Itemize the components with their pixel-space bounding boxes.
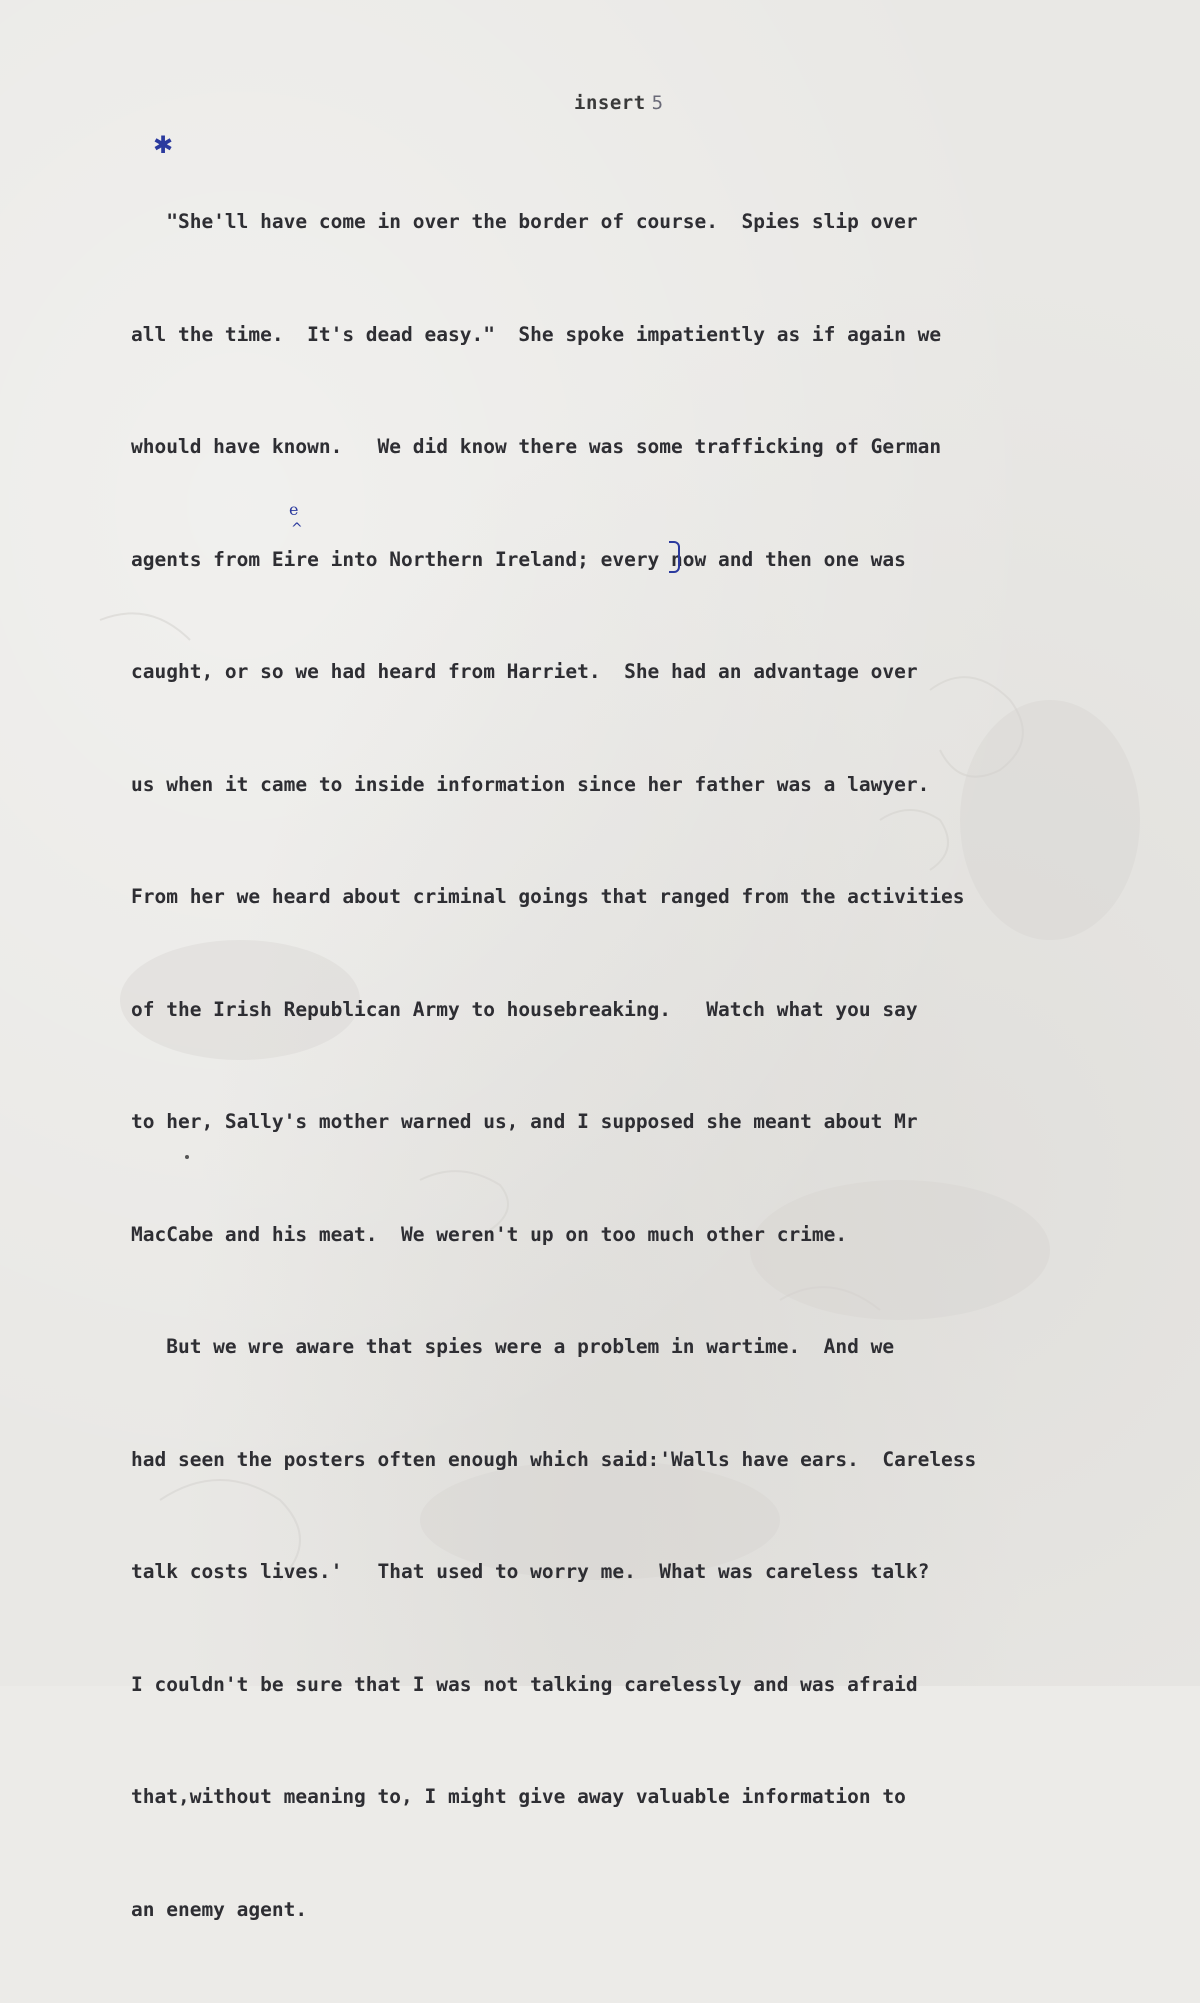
typed-line: caught, or so we had heard from Harriet. She had an advantage over	[131, 660, 918, 683]
typed-line: whould have known. We did know there was some trafficking of German	[131, 435, 942, 458]
typed-line: I couldn't be sure that I was not talking carelessly and was afraid	[131, 1672, 918, 1696]
typed-body	[131, 128, 1191, 2003]
typed-line: But we wre aware that spies were a problem in wartime. And we	[131, 1335, 895, 1358]
typed-line: us when it came to inside information since her father was a lawyer.	[131, 772, 930, 796]
ink-speck	[185, 1155, 189, 1159]
typed-line: all the time. It's dead easy." She spoke impatiently as if again we	[131, 322, 942, 346]
typed-line: had seen the posters often enough which said:'Walls have ears. Careless	[131, 1447, 977, 1471]
typed-line: of the Irish Republican Army to housebreaking. Watch what you say	[131, 997, 918, 1021]
insert-label: insert	[574, 92, 646, 114]
insert-number: 5	[651, 92, 664, 114]
insert-heading	[574, 92, 664, 114]
insertion-mark-icon: ✱	[153, 131, 174, 159]
typed-line: to her, Sally's mother warned us, and I supposed she meant about Mr	[131, 1110, 918, 1133]
typed-line: MacCabe and his meat. We weren't up on too much other crime.	[131, 1222, 848, 1246]
correction-bracket-mark	[669, 541, 680, 573]
handwritten-e-insertion: e	[289, 500, 299, 519]
typed-line: agents from Eire into Northern Ireland; every now and then one was	[131, 547, 906, 571]
typed-line: From her we heard about criminal goings that ranged from the activities	[131, 885, 965, 908]
caret-icon: ^	[291, 521, 303, 537]
typed-line: talk costs lives.' That used to worry me. What was careless talk?	[131, 1560, 930, 1583]
typed-line: that,without meaning to, I might give away valuable information to	[131, 1785, 906, 1808]
typed-line: "She'll have come in over the border of course. Spies slip over	[131, 210, 918, 233]
typed-line: an enemy agent.	[131, 1897, 308, 1921]
